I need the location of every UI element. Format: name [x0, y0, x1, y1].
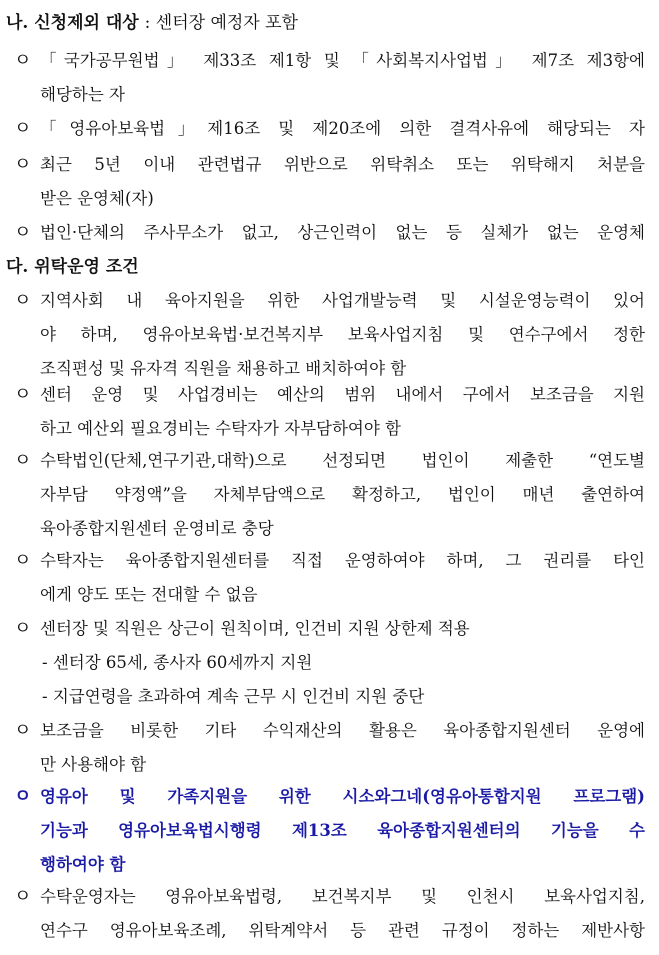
bullet-circle: ㅇ [14, 384, 32, 405]
sub-item: - 지급연령을 초과하여 계속 근무 시 인건비 지원 중단 [42, 687, 425, 706]
section-heading-da [6, 252, 139, 277]
bullet-circle: ㅇ [14, 450, 32, 471]
text-line: 법인·단체의 주사무소가 없고, 상근인력이 없는 등 실체가 없는 운영체 [40, 223, 645, 242]
section-note: : 센터장 예정자 포함 [144, 13, 298, 33]
bullet-circle: ㅇ [14, 550, 32, 571]
bullet-circle: ㅇ [14, 222, 32, 243]
text-line: 에게 양도 또는 전대할 수 없음 [40, 585, 258, 604]
section-title: 나. 신청제외 대상 [6, 13, 139, 33]
text-line: 조직편성 및 유자격 직원을 채용하고 배치하여야 함 [40, 359, 407, 378]
bullet-circle: ㅇ [14, 886, 32, 907]
bullet-circle: ㅇ [14, 154, 32, 175]
text-line: 만 사용해야 함 [40, 755, 147, 774]
text-line: 기능과 영유아보육법시행령 제13조 육아종합지원센터의 기능을 수 [40, 821, 645, 840]
text-line: 행하여야 함 [40, 855, 126, 874]
bullet-circle: ㅇ [14, 50, 32, 71]
text-line: 최근 5년 이내 관련법규 위반으로 위탁취소 또는 위탁해지 처분을 [40, 155, 645, 174]
text-line: 보조금을 비롯한 기타 수익재산의 활용은 육아종합지원센터 운영에 [40, 721, 645, 740]
text-line: 해당하는 자 [40, 85, 125, 104]
text-line: 야 하며, 영유아보육법·보건복지부 보육사업지침 및 연수구에서 정한 [40, 325, 645, 344]
bullet-circle: ㅇ [14, 618, 32, 639]
text-line: 「국가공무원법」 제33조 제1항 및 「사회복지사업법」 제7조 제3항에 [40, 51, 645, 70]
text-line: 자부담 약정액”을 자체부담액으로 확정하고, 법인이 매년 출연하여 [40, 485, 645, 504]
text-line: 영유아 및 가족지원을 위한 시소와그네(영유아통합지원 프로그램) [40, 787, 645, 806]
text-line: 센터장 및 직원은 상근이 원칙이며, 인건비 지원 상한제 적용 [40, 619, 470, 638]
text-line: 수탁자는 육아종합지원센터를 직접 운영하여야 하며, 그 권리를 타인 [40, 551, 645, 570]
text-line: 지역사회 내 육아지원을 위한 사업개발능력 및 시설운영능력이 있어 [40, 291, 645, 310]
text-line: 육아종합지원센터 운영비로 충당 [40, 519, 274, 538]
text-line: 연수구 영유아보육조례, 위탁계약서 등 관련 규정이 정하는 제반사항 [40, 921, 645, 940]
sub-item: - 센터장 65세, 종사자 60세까지 지원 [42, 653, 313, 672]
text-line: 「영유아보육법」제16조 및 제20조에 의한 결격사유에 해당되는 자 [40, 119, 645, 138]
text-line: 수탁법인(단체,연구기관,대학)으로 선정되면 법인이 제출한 “연도별 [40, 451, 645, 470]
text-line: 받은 운영체(자) [40, 189, 154, 208]
text-line: 하고 예산외 필요경비는 수탁자가 자부담하여야 함 [40, 419, 401, 438]
bullet-circle: ㅇ [14, 290, 32, 311]
bullet-circle: ㅇ [14, 720, 32, 741]
text-line: 수탁운영자는 영유아보육법령, 보건복지부 및 인천시 보육사업지침, [40, 887, 645, 906]
bullet-circle: ㅇ [14, 118, 32, 139]
bullet-circle: ㅇ [14, 786, 32, 807]
section-title: 다. 위탁운영 조건 [6, 257, 139, 277]
text-line: 센터 운영 및 사업경비는 예산의 범위 내에서 구에서 보조금을 지원 [40, 385, 645, 404]
section-heading-na [6, 8, 298, 33]
